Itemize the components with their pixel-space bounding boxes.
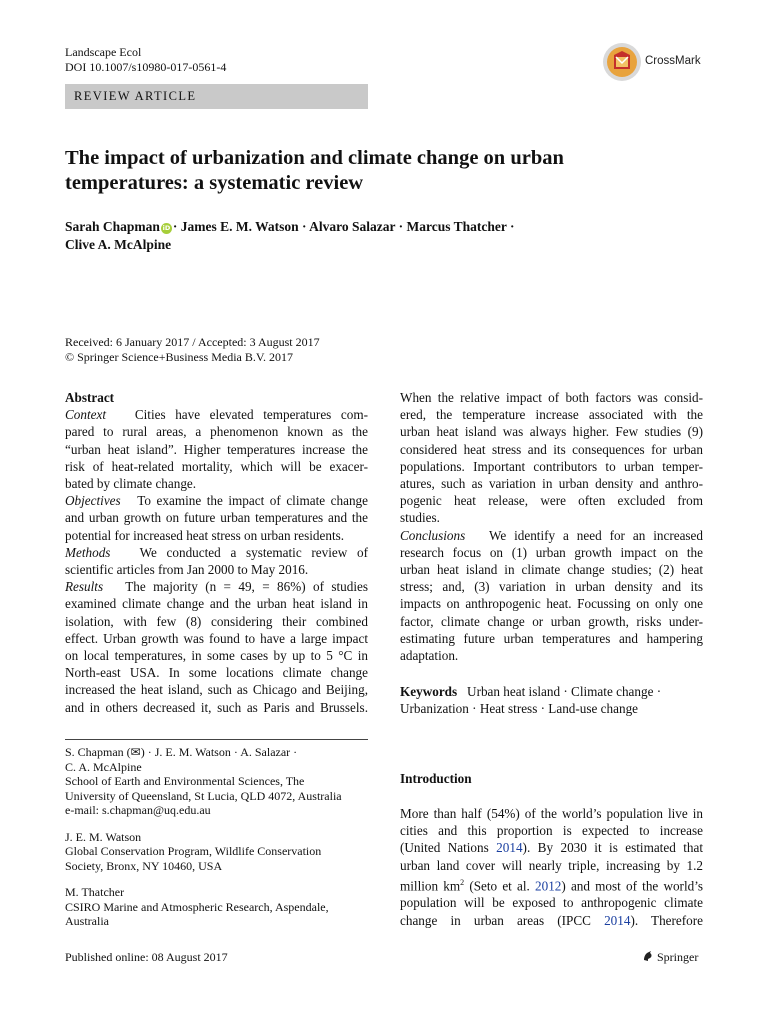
journal-name: Landscape Ecol: [65, 45, 142, 59]
introduction-heading: Introduction: [400, 771, 472, 786]
author-name[interactable]: · James E. M. Watson · Alvaro Salazar · Marcus Thatcher ·: [172, 219, 515, 234]
abstract-line: Methods We conducted a systematic review of: [65, 544, 368, 560]
citation-link[interactable]: 2014: [496, 840, 523, 856]
abstract-line: pared to rural areas, a phenomenon known as the: [65, 424, 368, 440]
crossmark-icon: [601, 41, 643, 83]
introduction-body: More than half (54%) of the world’s population live in cities and this proportion is expected to increase (United Nations 2014). By 2030 it is estimated that urban land cover will nearly triple, increasing by 1.2 million $km^2$ (Seto et al. 2012) and most of the world’s population will be exposed to anthropogenic climate change in urban areas (IPCC 2014). Therefore: [400, 806, 704, 928]
abstract-line: Objectives To examine the impact of climate change: [65, 493, 369, 509]
abstract-line: North-east USA. In some locations climate change: [65, 665, 368, 681]
doi[interactable]: DOI 10.1007/s10980-017-0561-4: [65, 60, 227, 74]
abstract-line: impacts on anthropogenic heat. Focussing on only one: [400, 596, 703, 612]
corresponding-author: S. Chapman (✉) · J. E. M. Watson · A. Salazar ·: [65, 745, 298, 759]
citation-link[interactable]: 2014: [604, 912, 631, 928]
abstract-line: studies.: [400, 510, 440, 526]
orcid-icon[interactable]: iD: [162, 224, 171, 232]
abstract-line: scientific articles from Jan 2000 to May 2016.: [65, 562, 309, 578]
crossmark-badge[interactable]: [601, 41, 721, 83]
keywords: Keywords Urban heat island · Climate change · Urbanization · Heat stress · Land-use change: [400, 684, 662, 717]
citation-link[interactable]: 2012: [535, 878, 562, 894]
copyright: © Springer Science+Business Media B.V. 2017: [65, 350, 293, 364]
publisher-logo: [642, 950, 698, 965]
abstract-line: potential for increased heat stress on urban residents.: [65, 527, 345, 543]
received-accepted: Received: 6 January 2017 / Accepted: 3 August 2017: [65, 335, 320, 349]
title-line: The impact of urbanization and climate change on urban: [65, 147, 564, 169]
abstract-line: examined climate change and the urban heat island in: [65, 596, 368, 612]
abstract-line: estimating future urban temperatures and hampering: [400, 630, 703, 646]
conclusions-label: Conclusions: [400, 527, 466, 543]
abstract-line: increased the heat island, such as Chicago and Beijing,: [65, 682, 368, 698]
publisher-name: Springer: [657, 950, 699, 964]
article-title: [65, 146, 705, 196]
abstract-right: [400, 389, 703, 664]
abstract-left: [65, 389, 368, 716]
abstract-line: Context Cities have elevated temperatures com-: [65, 407, 369, 423]
abstract-line: Conclusions We identify a need for an increased: [400, 527, 703, 543]
abstract-line: “urban heat island”. Higher temperatures increase the: [65, 441, 368, 457]
published-date: Published online: 08 August 2017: [65, 950, 228, 964]
methods-label: Methods: [65, 544, 111, 560]
abstract-line: research focus on (1) urban growth impact on the: [400, 544, 703, 560]
abstract-line: urban heat island in climate change studies; (2) heat: [400, 562, 703, 578]
abstract-line: Results The majority (n = 49, = 86%) of studies: [65, 579, 368, 595]
abstract-line: factor, climate change or urban growth, risks under-: [400, 613, 703, 629]
abstract-line: When the relative impact of both factors was consid-: [400, 390, 703, 405]
springer-horse-icon: [642, 950, 654, 962]
abstract-line: bated by climate change.: [65, 476, 197, 492]
abstract-line: populations. Important contributors to urban temper-: [400, 458, 703, 474]
affiliations: S. Chapman (✉) · J. E. M. Watson · A. Salazar · C. A. McAlpine School of Earth and Environmental Sciences, The University of Queensland, St Lucia, QLD 4072, Australia e-mail: s.chapman@uq.edu.au J. E. M. Watson Global Conservation Program, Wildlife Conservation Society, Bronx, NY 10460, USA M. Thatcher CSIRO Marine and Atmospheric Research, Aspendale, Australia: [65, 745, 368, 929]
abstract-line: adaptation.: [400, 648, 459, 664]
abstract-line: urban heat island was always higher. Few studies (9): [400, 424, 703, 440]
footnote-divider: [65, 739, 368, 740]
abstract-line: pogenic heat release, were often excluded from: [400, 493, 703, 509]
abstract-line: ered, the temperature increase associated with the: [400, 407, 703, 423]
abstract-line: stress; and, (3) variation in urban density and its: [400, 579, 703, 595]
context-label: Context: [65, 407, 107, 423]
abstract-line: atures, such as variation in urban density and anthro-: [400, 476, 703, 492]
abstract-heading: Abstract: [65, 390, 115, 405]
author-list: [65, 218, 705, 254]
results-label: Results: [65, 579, 104, 595]
abstract-line: risk of heat-related mortality, which will be exacer-: [65, 458, 368, 474]
keywords-label: Keywords: [400, 684, 458, 699]
abstract-line: considered heat stress and its consequences for urban: [400, 441, 703, 457]
article-type: REVIEW ARTICLE: [74, 89, 197, 103]
abstract-line: and in others decreased it, such as Paris and Brussels.: [65, 699, 368, 715]
abstract-line: on local temperatures, in some cases by up to 5 °C in: [65, 648, 368, 664]
abstract-line: and urban growth on future urban temperatures and the: [65, 510, 368, 526]
author-name[interactable]: Sarah Chapman: [65, 219, 160, 234]
title-line: temperatures: a systematic review: [65, 172, 364, 194]
email-link[interactable]: e-mail: s.chapman@uq.edu.au: [65, 803, 211, 817]
objectives-label: Objectives: [65, 493, 121, 509]
author-name[interactable]: Clive A. McAlpine: [65, 237, 172, 252]
abstract-line: effect. Urban growth was found to have a large impact: [65, 630, 368, 646]
abstract-line: isolation, with few (8) considering their combined: [65, 613, 368, 629]
crossmark-label: CrossMark: [645, 55, 701, 67]
